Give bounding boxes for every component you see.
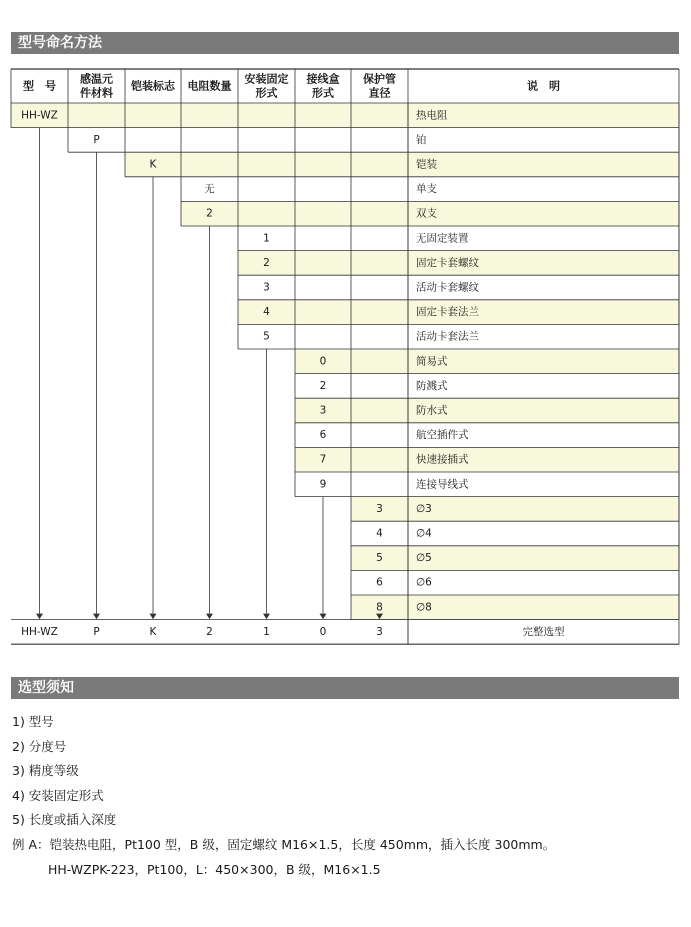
column-header: 安装固定 — [244, 72, 289, 86]
description-cell: 单支 — [416, 183, 437, 196]
code-cell: 4 — [376, 527, 383, 540]
column-header: 说 明 — [527, 79, 560, 93]
description-cell: 快速接插式 — [416, 453, 469, 466]
note-item: 1) 型号 — [12, 714, 54, 729]
note-item: 4) 安装固定形式 — [12, 787, 104, 803]
column-header: 铠装标志 — [131, 79, 175, 93]
code-cell: 9 — [319, 478, 327, 491]
code-cell: 0 — [319, 355, 327, 368]
description-cell: ∅5 — [416, 552, 432, 565]
code-cell: 4 — [263, 306, 270, 319]
code-cell: 6 — [319, 429, 327, 442]
note-item: 3) 精度等级 — [12, 763, 79, 779]
description-cell: 无固定装置 — [416, 232, 469, 245]
column-header: 型 号 — [23, 79, 56, 93]
code-cell: 1 — [263, 232, 270, 245]
final-code-cell: 2 — [206, 625, 213, 638]
code-cell: 8 — [376, 601, 383, 614]
column-header: 接线盒 — [306, 72, 340, 86]
arrow-head — [93, 614, 100, 620]
section-title-naming: 型号命名方法 — [18, 35, 102, 51]
row-highlight — [295, 349, 679, 374]
description-cell: 活动卡套法兰 — [416, 330, 479, 343]
code-cell: K — [149, 158, 157, 171]
arrow-head — [206, 614, 213, 620]
section-title-selection: 选型须知 — [18, 680, 74, 696]
code-cell: 5 — [376, 552, 383, 565]
code-cell: 3 — [376, 502, 383, 515]
column-header: 件材料 — [80, 86, 113, 100]
final-code-cell: K — [149, 625, 157, 638]
code-cell: 7 — [319, 453, 327, 466]
description-cell: 连接导线式 — [416, 478, 469, 491]
row-highlight — [351, 546, 679, 571]
code-cell: 2 — [263, 256, 270, 269]
column-header: 保护管 — [363, 72, 396, 86]
description-cell: ∅3 — [416, 502, 432, 515]
note-item: 2) 分度号 — [12, 738, 67, 754]
row-highlight — [351, 595, 679, 620]
column-header: 感温元 — [80, 72, 113, 86]
final-code-cell: HH-WZ — [21, 625, 58, 638]
section-bar-selection — [11, 677, 679, 699]
description-cell: 简易式 — [416, 355, 448, 368]
description-cell: 双支 — [416, 207, 437, 220]
code-cell: 5 — [263, 330, 270, 343]
row-highlight — [295, 447, 679, 472]
description-cell: 铂 — [416, 133, 427, 146]
arrow-head — [320, 614, 327, 620]
code-cell: 6 — [376, 576, 383, 589]
code-cell: 2 — [319, 379, 327, 392]
description-cell: 活动卡套螺纹 — [416, 281, 479, 294]
description-cell: 固定卡套螺纹 — [416, 256, 479, 269]
description-cell: 铠装 — [416, 158, 437, 171]
code-cell: 无 — [204, 183, 215, 196]
code-cell: HH-WZ — [21, 109, 58, 122]
note-item: 5) 长度或插入深度 — [12, 812, 117, 828]
code-cell: 3 — [263, 281, 270, 294]
final-description-cell: 完整选型 — [522, 625, 565, 638]
description-cell: 固定卡套法兰 — [416, 306, 479, 319]
description-cell: 热电阻 — [416, 109, 448, 122]
row-highlight — [125, 152, 679, 177]
column-header: 形式 — [312, 86, 334, 100]
column-header: 形式 — [255, 86, 278, 100]
selection-notes — [12, 710, 555, 882]
arrow-head — [150, 614, 157, 620]
final-code-cell: 1 — [263, 625, 270, 638]
description-cell: ∅8 — [416, 601, 432, 614]
description-cell: 防溅式 — [416, 379, 448, 392]
row-highlight — [295, 398, 679, 423]
code-cell: P — [93, 133, 100, 146]
code-cell: 3 — [319, 404, 327, 417]
code-cell: 2 — [206, 207, 213, 220]
final-code-cell: 0 — [319, 625, 327, 638]
final-code-cell: P — [93, 625, 100, 638]
description-cell: 防水式 — [416, 404, 448, 417]
final-code-cell: 3 — [376, 625, 383, 638]
row-highlight — [11, 103, 679, 128]
example-code: HH-WZPK-223，Pt100，L：450×300，B 级，M16×1.5 — [48, 861, 381, 877]
description-cell: 航空插件式 — [416, 429, 469, 442]
column-header: 直径 — [368, 86, 391, 100]
example-a: 例 A：铠装热电阻，Pt100 型，B 级，固定螺纹 M16×1.5，长度 450mm，插入长度 300mm。 — [12, 836, 556, 852]
column-header: 电阻数量 — [187, 79, 232, 93]
description-cell: ∅6 — [416, 576, 432, 589]
arrow-head — [263, 614, 270, 620]
description-cell: ∅4 — [416, 527, 432, 540]
row-highlight — [351, 497, 679, 522]
arrow-head — [36, 614, 43, 620]
